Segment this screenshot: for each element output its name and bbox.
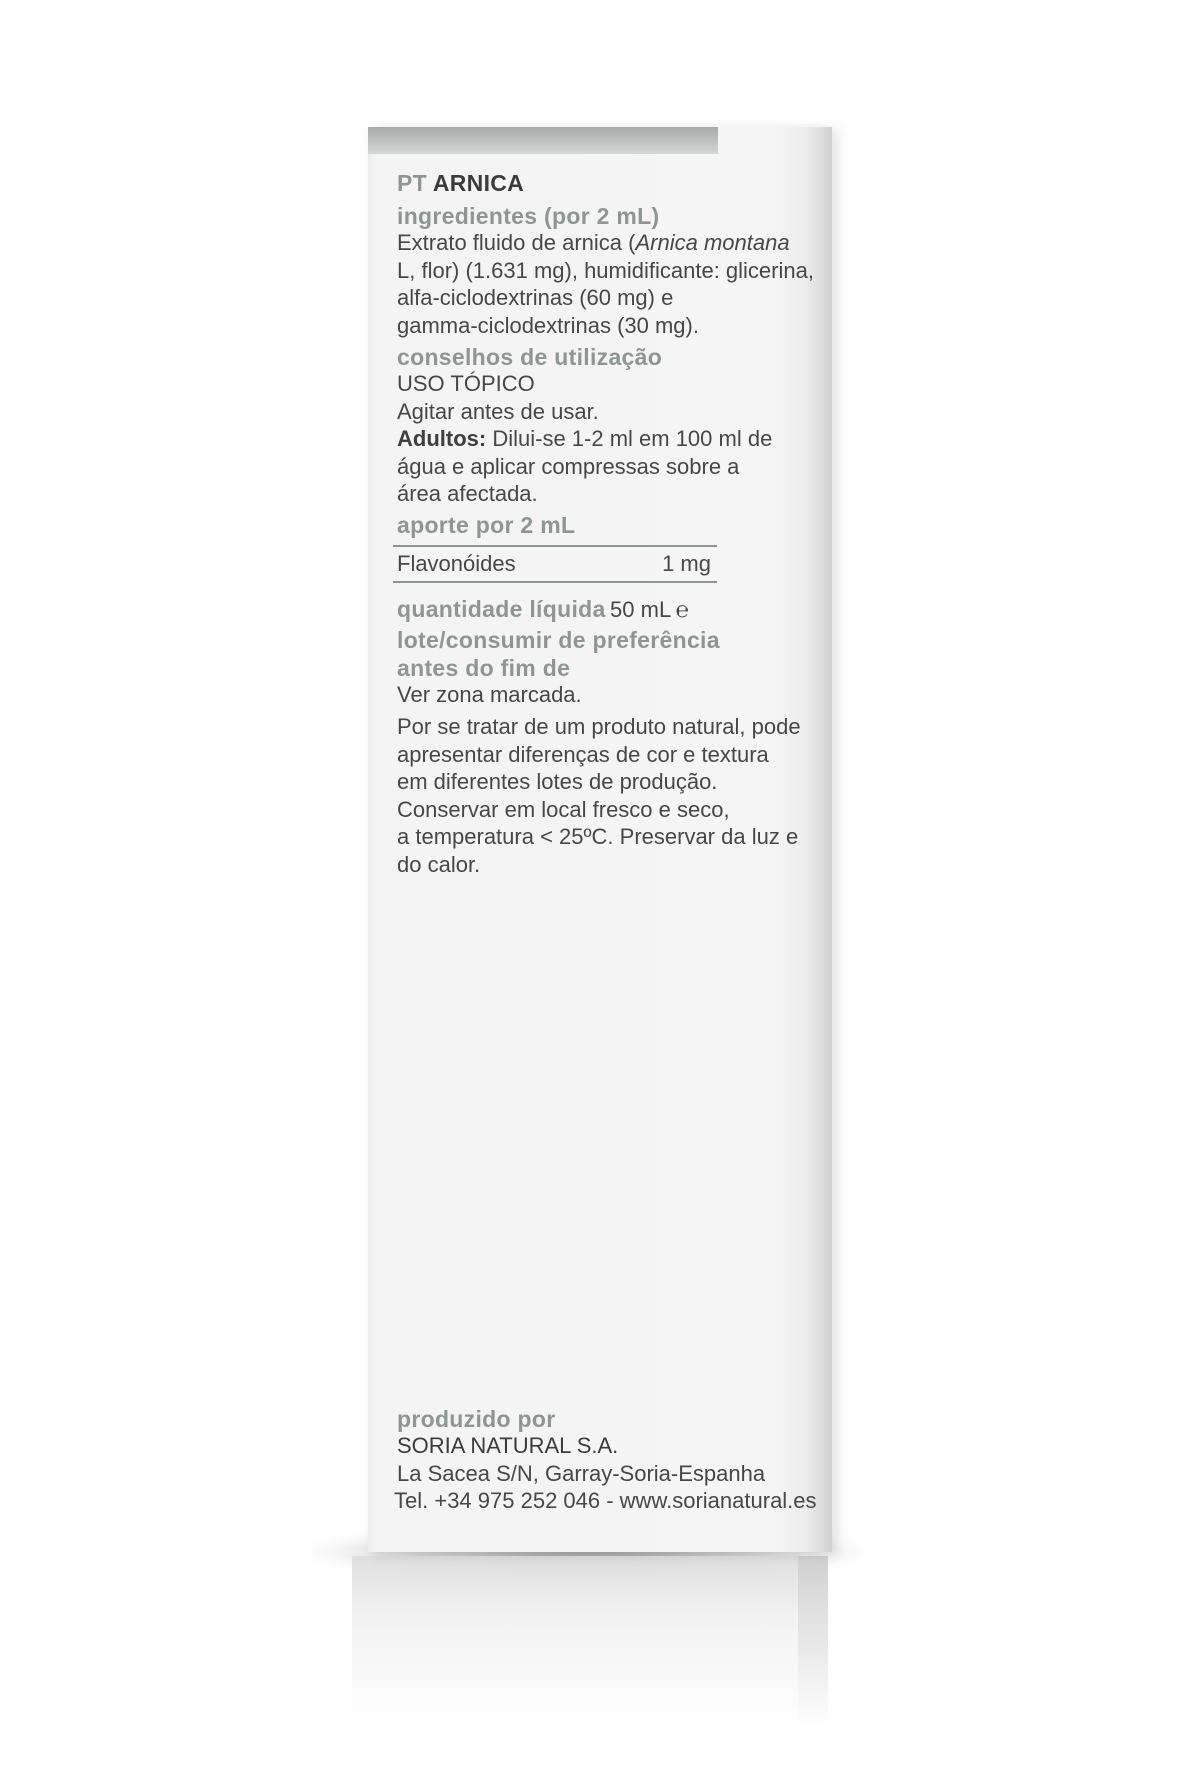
net-quantity-value: 50 mL xyxy=(610,597,672,622)
manufacturer-contact: Tel. +34 975 252 046 - www.sorianatural.es xyxy=(394,1488,817,1513)
manufacturer-heading: produzido por xyxy=(397,1406,556,1432)
usage-line: água e aplicar compressas sobre a xyxy=(397,453,740,479)
top-gray-bar xyxy=(368,127,718,154)
package-side-panel xyxy=(368,127,832,1552)
ingredients-line xyxy=(397,229,814,257)
notes-line: em diferentes lotes de produção. xyxy=(397,769,718,794)
notes-line: Por se tratar de um produto natural, pode xyxy=(397,714,801,739)
lot-heading-line: antes do fim de xyxy=(397,655,571,681)
nutrient-value: 1 mg xyxy=(662,551,711,576)
manufacturer-info xyxy=(394,1432,817,1515)
contribution-heading: aporte por 2 mL xyxy=(397,512,576,538)
usage-instruction: Agitar antes de usar. xyxy=(397,398,599,424)
lot-heading-line: lote/consumir de preferência xyxy=(397,627,720,653)
ingredients-line: L, flor) (1.631 mg), humidificante: glicerina, xyxy=(397,257,814,283)
language-code: PT xyxy=(397,170,427,196)
storage-notes xyxy=(397,713,801,878)
usage-adults-line xyxy=(397,425,772,453)
usage-heading: conselhos de utilização xyxy=(397,344,663,370)
usage-line: área afectada. xyxy=(397,481,538,506)
ingredients-line: gamma-ciclodextrinas (30 mg). xyxy=(397,312,699,338)
lot-text: Ver zona marcada. xyxy=(397,682,582,707)
manufacturer-address: La Sacea S/N, Garray-Soria-Espanha xyxy=(397,1460,766,1486)
box-reflection xyxy=(352,1556,828,1726)
notes-line: do calor. xyxy=(397,851,481,877)
notes-line: Conservar em local fresco e seco, xyxy=(397,796,730,822)
notes-line: apresentar diferenças de cor e textura xyxy=(397,741,769,767)
net-quantity xyxy=(397,594,689,625)
nutrient-name: Flavonóides xyxy=(397,551,516,576)
usage-route: USO TÓPICO xyxy=(397,371,535,396)
notes-line: a temperatura < 25ºC. Preservar da luz e xyxy=(397,824,799,849)
estimated-sign-icon: ℮ xyxy=(675,597,689,622)
adults-label: Adultos: xyxy=(397,426,487,451)
adults-dosage: Dilui-se 1-2 ml em 100 ml de xyxy=(492,426,773,451)
net-quantity-label: quantidade líquida xyxy=(397,596,606,622)
table-row xyxy=(397,547,711,581)
usage-text xyxy=(397,370,772,508)
ingredients-line-text: Extrato fluido de arnica ( xyxy=(397,230,636,255)
contribution-table xyxy=(393,545,717,583)
ingredients-line: alfa-ciclodextrinas (60 mg) e xyxy=(397,285,674,310)
product-title xyxy=(397,168,524,198)
ingredients-text xyxy=(397,229,814,339)
manufacturer-name: SORIA NATURAL S.A. xyxy=(397,1433,619,1458)
product-name: ARNICA xyxy=(432,170,525,196)
ingredients-heading: ingredientes (por 2 mL) xyxy=(397,203,660,229)
botanical-name: Arnica montana xyxy=(635,230,790,255)
lot-heading xyxy=(397,626,720,682)
